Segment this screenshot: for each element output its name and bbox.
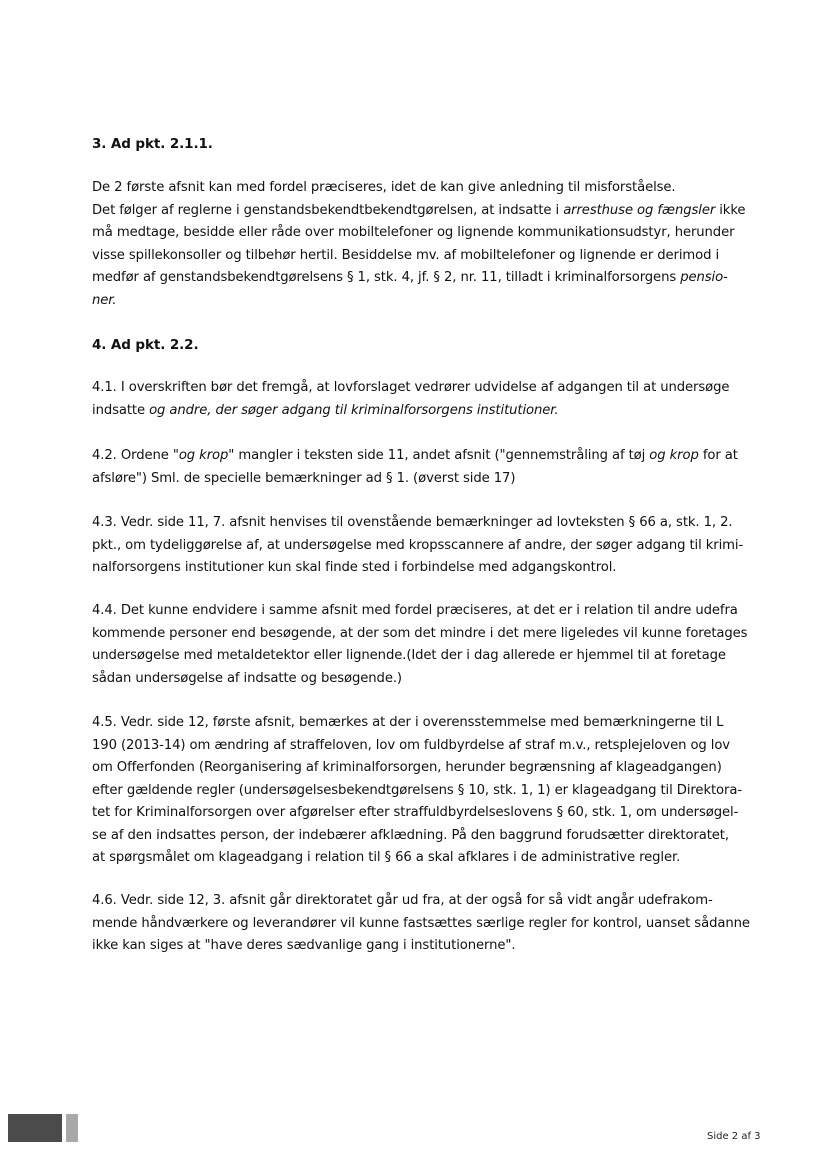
text-line: efter gældende regler (undersøgelsesbekendtgørelsens § 10, stk. 1, 1) er klageadgang til Direktora-	[92, 782, 742, 798]
text-line: mende håndværkere og leverandører vil kunne fastsættes særlige regler for kontrol, uanset sådanne	[92, 915, 750, 931]
text-line: afsløre") Sml. de specielle bemærkninger ad § 1. (øverst side 17)	[92, 470, 516, 486]
text-line: se af den indsattes person, der indebærer afklædning. På den baggrund forudsætter direktoratet,	[92, 827, 729, 843]
text-line: ner.	[92, 292, 117, 308]
text-line: undersøgelse med metaldetektor eller lignende.(Idet der i dag allerede er hjemmel til at foretage	[92, 648, 726, 663]
text-line: kommende personer end besøgende, at der som det mindre i det mere ligeledes vil kunne foretages	[92, 625, 748, 641]
paragraph-4-1	[92, 377, 732, 422]
page-number: Side 2 af 3	[707, 1131, 761, 1142]
section-3-heading: 3. Ad pkt. 2.1.1.	[92, 136, 213, 152]
footer-decoration	[8, 1114, 78, 1142]
text-line: 4.2. Ordene "og krop" mangler i teksten side 11, andet afsnit ("gennemstråling af tøj og krop for at	[92, 448, 738, 463]
text-line: sådan undersøgelse af indsatte og besøgende.)	[92, 670, 402, 686]
text-line: 4.3. Vedr. side 11, 7. afsnit henvises til ovenstående bemærkninger ad lovteksten § 66 a, stk. 1, 2.	[92, 515, 733, 530]
paragraph-4-3	[92, 512, 744, 580]
section-4-heading: 4. Ad pkt. 2.2.	[92, 337, 199, 353]
text-line: medfør af genstandsbekendtgørelsens § 1, stk. 4, jf. § 2, nr. 11, tilladt i kriminalforsorgens pensio-	[92, 270, 728, 285]
text-line: nalforsorgens institutioner kun skal finde sted i forbindelse med adgangskontrol.	[92, 560, 617, 575]
text-line: 4.5. Vedr. side 12, første afsnit, bemærkes at der i overensstemmelse med bemærkningerne til L	[92, 715, 724, 730]
text-line: 4.4. Det kunne endvidere i samme afsnit med fordel præciseres, at det er i relation til andre udefra	[92, 603, 738, 618]
footer-bar-dark	[8, 1114, 62, 1142]
text-line: ikke kan siges at "have deres sædvanlige gang i institutionerne".	[92, 938, 516, 953]
text-line: at spørgsmålet om klageadgang i relation til § 66 a skal afklares i de administrative regler.	[92, 850, 681, 865]
text-line: visse spillekonsoller og tilbehør hertil. Besiddelse mv. af mobiltelefoner og lignende er derimod i	[92, 247, 720, 263]
text-line: om Offerfonden (Reorganisering af kriminalforsorgen, herunder begrænsning af klageadgangen)	[92, 760, 722, 775]
footer-bar-light	[66, 1114, 78, 1142]
text-line: må medtage, besidde eller råde over mobiltelefoner og lignende kommunikationsudstyr, herunder	[92, 225, 735, 240]
section-3-paragraph	[92, 177, 746, 312]
text-line: 4.6. Vedr. side 12, 3. afsnit går direktoratet går ud fra, at der også for så vidt angår udefrakom-	[92, 893, 713, 908]
paragraph-4-5	[92, 712, 742, 870]
text-line: 4.1. I overskriften bør det fremgå, at lovforslaget vedrører udvidelse af adgangen til at undersøge	[92, 380, 730, 395]
text-line: 190 (2013-14) om ændring af straffeloven, lov om fuldbyrdelse af straf m.v., retsplejeloven og lov	[92, 737, 731, 753]
paragraph-4-4	[92, 600, 748, 690]
text-line: Det følger af reglerne i genstandsbekendtbekendtgørelsen, at indsatte i arresthuse og fængsler ikke	[92, 202, 746, 218]
text-line: indsatte og andre, der søger adgang til kriminalforsorgens institutioner.	[92, 402, 559, 418]
text-line: tet for Kriminalforsorgen over afgørelser efter straffuldbyrdelseslovens § 60, stk. 1, om undersøgel-	[92, 805, 739, 820]
text-line: De 2 første afsnit kan med fordel præciseres, idet de kan give anledning til misforståelse.	[92, 180, 676, 195]
paragraph-4-2	[92, 445, 738, 490]
text-line: pkt., om tydeliggørelse af, at undersøgelse med kropsscannere af andre, der søger adgang til krimi-	[92, 537, 744, 553]
paragraph-4-6	[92, 890, 750, 958]
